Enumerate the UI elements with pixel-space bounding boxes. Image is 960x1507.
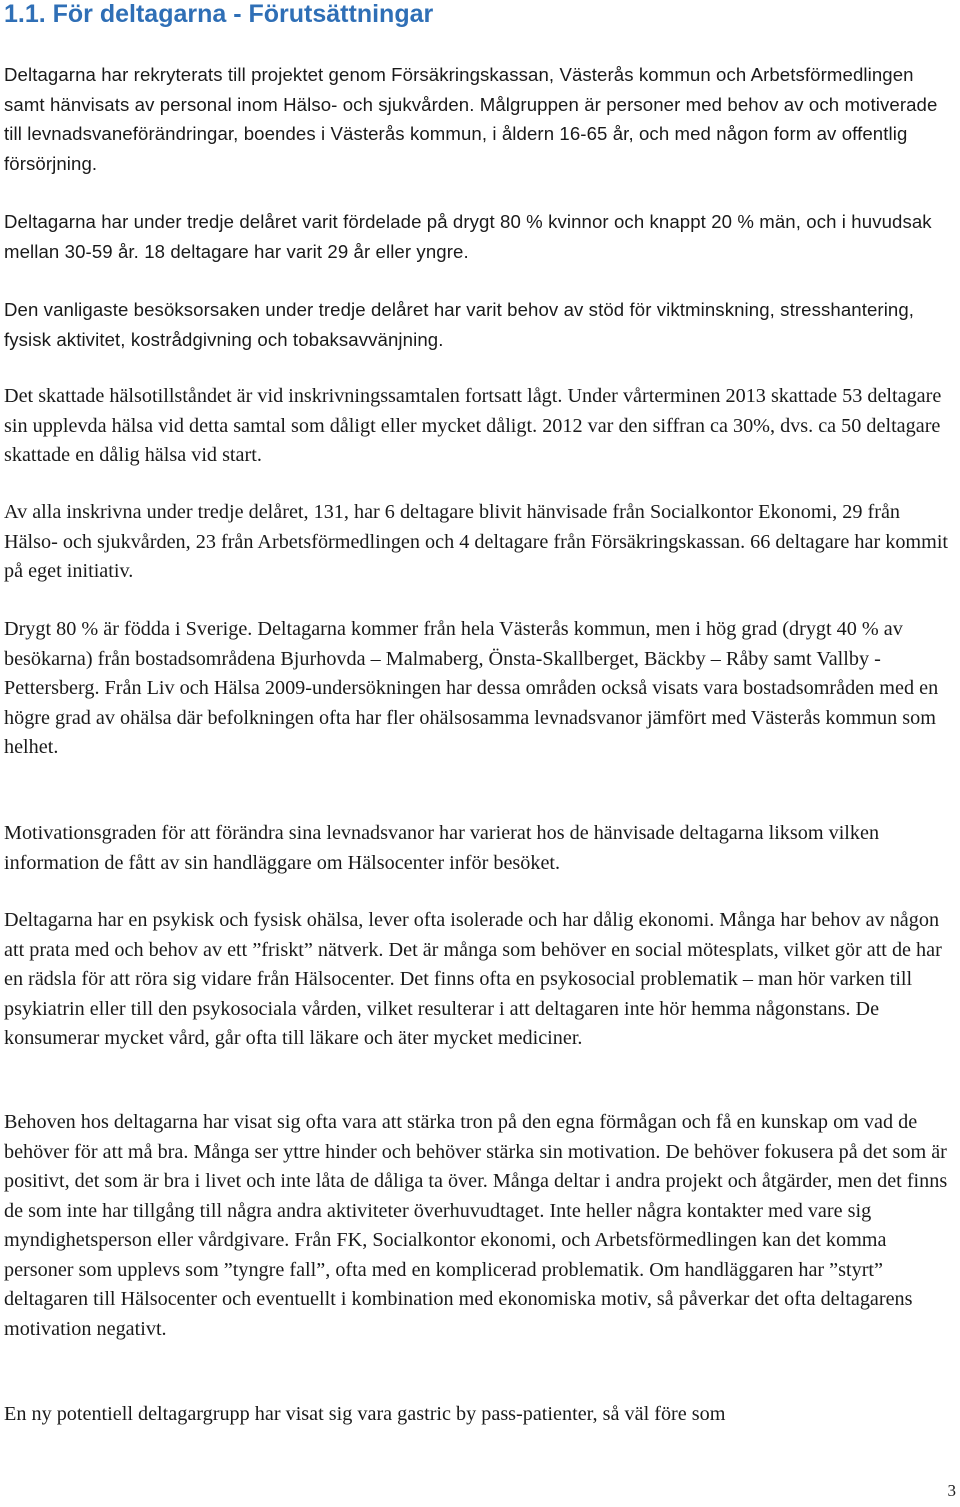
paragraph-recruitment: Deltagarna har rekryterats till projektet genom Försäkringskassan, Västerås kommun och Arbetsförmedlingen samt hänvisats av personal inom Hälso- och sjukvården. Målgruppen är personer med behov av och motiverade till levnadsvaneförändringar, boendes i Västerås kommun, i åldern 16-65 år, och med någon form av offentlig försörjning. (4, 64, 938, 174)
paragraph-needs: Behoven hos deltagarna har visat sig ofta vara att stärka tron på den egna förmågan och få en kunskap om vad de behöver för att må bra. Många ser yttre hinder och behöver stärka sin motivation. De behöver fokusera på det som är positivt, det som är bra i livet och inte låta de dåliga ta över. Många deltar i andra projekt och åtgärder, men det finns de som inte har tillgång till några andra aktiviteter överhuvudtaget. Inte heller några kontakter med vare sig myndighetsperson eller vårdgivare. Från FK, Socialkontor ekonomi, och Arbetsförmedlingen kan det komma personer som upplevs som ”tyngre fall”, ofta med en komplicerad problematik. Om handläggaren har ”styrt” deltagaren till Hälsocenter och eventuellt i kombination med ekonomiska motiv, så påverkar det ofta deltagarens motivation negativt. (4, 1111, 948, 1340)
paragraph-health-status: Det skattade hälsotillståndet är vid inskrivningssamtalen fortsatt lågt. Under vårterminen 2013 skattade 53 deltagare sin upplevda hälsa vid detta samtal som dåligt eller mycket dåligt. 2012 var den siffran ca 30%, dvs. ca 50 deltagare skattade en dålig hälsa vid start. (4, 385, 942, 466)
paragraph-health-situation: Deltagarna har en psykisk och fysisk ohälsa, lever ofta isolerade och har dålig ekonomi. Många har behov av någon att prata med och behov av ett ”friskt” nätverk. Det är många som behöver en social mötesplats, vilket gör att de har en rädsla för att röra sig vidare från Hälsocenter. Det finns ofta en psykosocial problematik – man hör varken till psykiatrin eller till den psykosociala vården, vilket resulterar i att deltagaren inte hör hemma någonstans. De konsumerar mycket vård, går ofta till läkare och äter mycket mediciner. (4, 909, 942, 1049)
paragraph-referrals: Av alla inskrivna under tredje delåret, 131, har 6 deltagare blivit hänvisade från Socialkontor Ekonomi, 29 från Hälso- och sjukvården, 23 från Arbetsförmedlingen och 4 deltagare från Försäkringskassan. 66 deltagare har kommit på eget initiativ. (4, 501, 949, 582)
section-heading: 1.1. För deltagarna - Förutsättningar (4, 0, 434, 28)
paragraph-gender-age: Deltagarna har under tredje delåret varit fördelade på drygt 80 % kvinnor och knappt 20 % män, och i huvudsak mellan 30-59 år. 18 deltagare har varit 29 år eller yngre. (4, 211, 932, 262)
page-number: 3 (947, 1481, 956, 1500)
paragraph-origin-areas: Drygt 80 % är födda i Sverige. Deltagarna kommer från hela Västerås kommun, men i hög grad (drygt 40 % av besökarna) från bostadsområdena Bjurhovda – Malmaberg, Önsta-Skallberget, Bäckby – Råby samt Vallby - Pettersberg. Från Liv och Hälsa 2009-undersökningen har dessa områden också visats vara bostadsområden med en högre grad av ohälsa där befolkningen ofta har fler ohälsosamma levnadsvanor jämfört med Västerås kommun som helhet. (4, 618, 939, 758)
paragraph-motivation: Motivationsgraden för att förändra sina levnadsvanor har varierat hos de hänvisade deltagarna liksom vilken information de fått av sin handläggare om Hälsocenter inför besöket. (4, 822, 880, 874)
paragraph-visit-reasons: Den vanligaste besöksorsaken under tredje delåret har varit behov av stöd för viktminskning, stresshantering, fysisk aktivitet, kostrådgivning och tobaksavvänjning. (4, 299, 915, 350)
paragraph-new-group: En ny potentiell deltagargrupp har visat sig vara gastric by pass-patienter, så väl före som (4, 1403, 726, 1425)
